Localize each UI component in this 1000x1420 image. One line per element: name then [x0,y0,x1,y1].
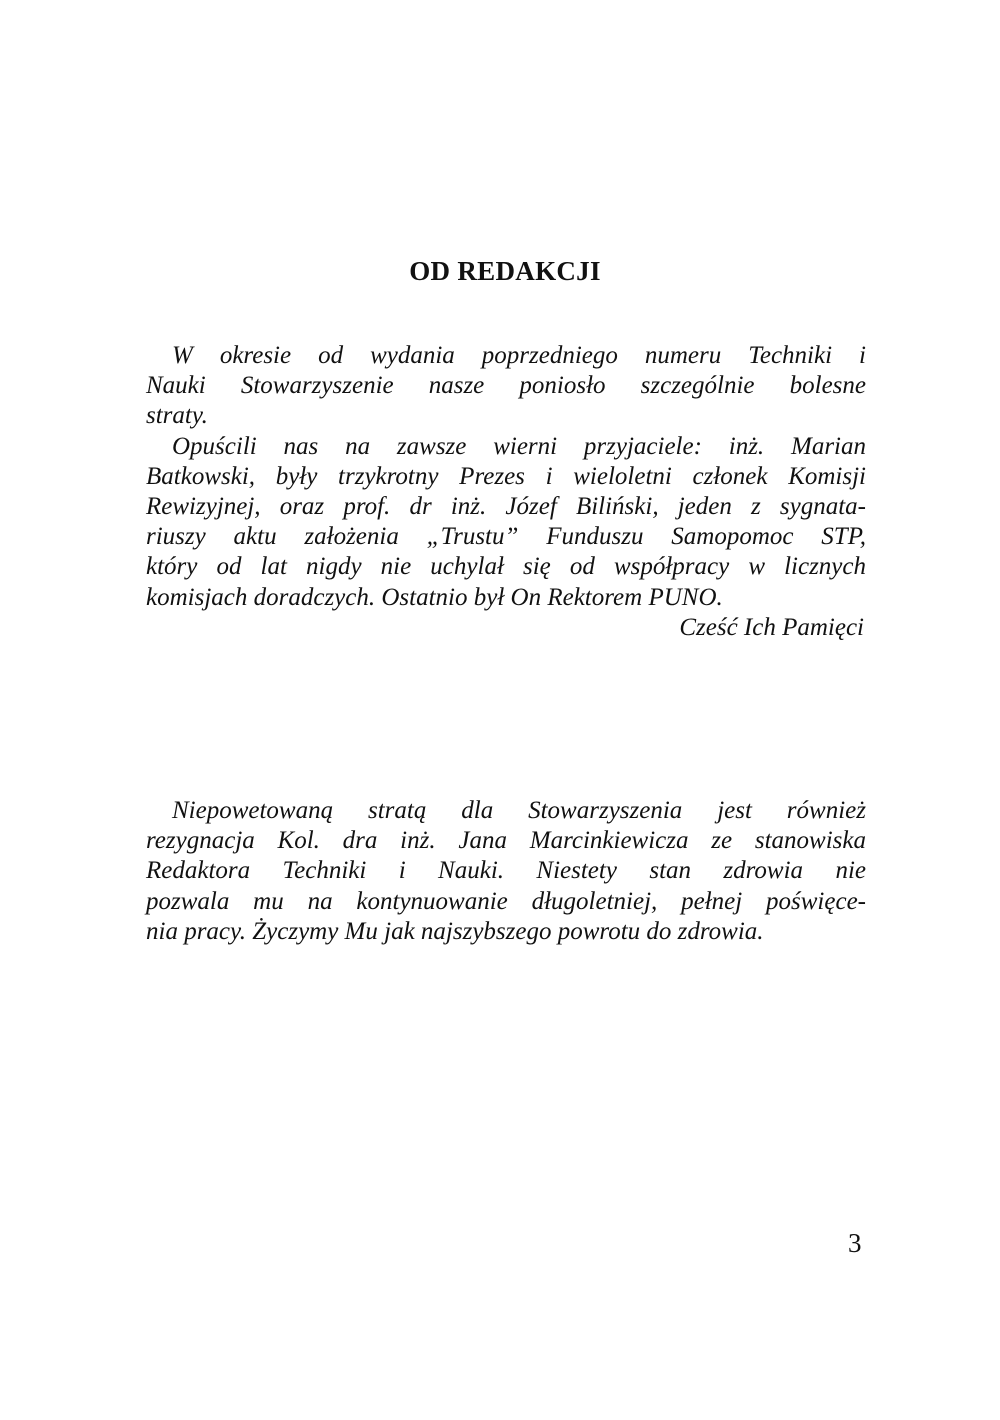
text-line: Batkowski, były trzykrotny Prezes i wieloletni członek Komisji [146,462,866,490]
text-line: Opuścili nas na zawsze wierni przyjaciele: inż. Marian [172,432,866,460]
text-line: riuszy aktu założenia „Trustu” Funduszu Samopomoc STP, [146,523,866,551]
text-line: rezygnacja Kol. dra inż. Jana Marcinkiewicza ze stanowiska [146,827,866,855]
paragraph-losses [146,341,866,432]
memorial-signature: Cześć Ich Pamięci [679,613,864,641]
paragraph-obituary [146,432,866,613]
editorial-block-resignation [146,796,866,947]
text-line: straty. [146,402,208,430]
paragraph-resignation [146,796,866,947]
page-title: OD REDAKCJI [409,256,601,286]
editorial-block-obituary [146,341,866,643]
text-line: nia pracy. Życzymy Mu jak najszybszego powrotu do zdrowia. [146,917,764,945]
text-line: Nauki Stowarzyszenie nasze poniosło szczególnie bolesne [146,372,866,400]
page-number: 3 [848,1228,862,1258]
text-line: Niepowetowaną stratą dla Stowarzyszenia jest również [172,797,866,824]
text-line: W okresie od wydania poprzedniego numeru Techniki i [172,342,866,369]
text-line: pozwala mu na kontynuowanie długoletniej, pełnej poświęce- [146,887,866,915]
text-line: Rewizyjnej, oraz prof. dr inż. Józef Biliński, jeden z sygnata- [146,493,866,521]
text-line: komisjach doradczych. Ostatnio był On Rektorem PUNO. [146,583,723,611]
text-line: Redaktora Techniki i Nauki. Niestety stan zdrowia nie [146,857,866,885]
text-line: który od lat nigdy nie uchylał się od współpracy w licznych [146,553,866,581]
